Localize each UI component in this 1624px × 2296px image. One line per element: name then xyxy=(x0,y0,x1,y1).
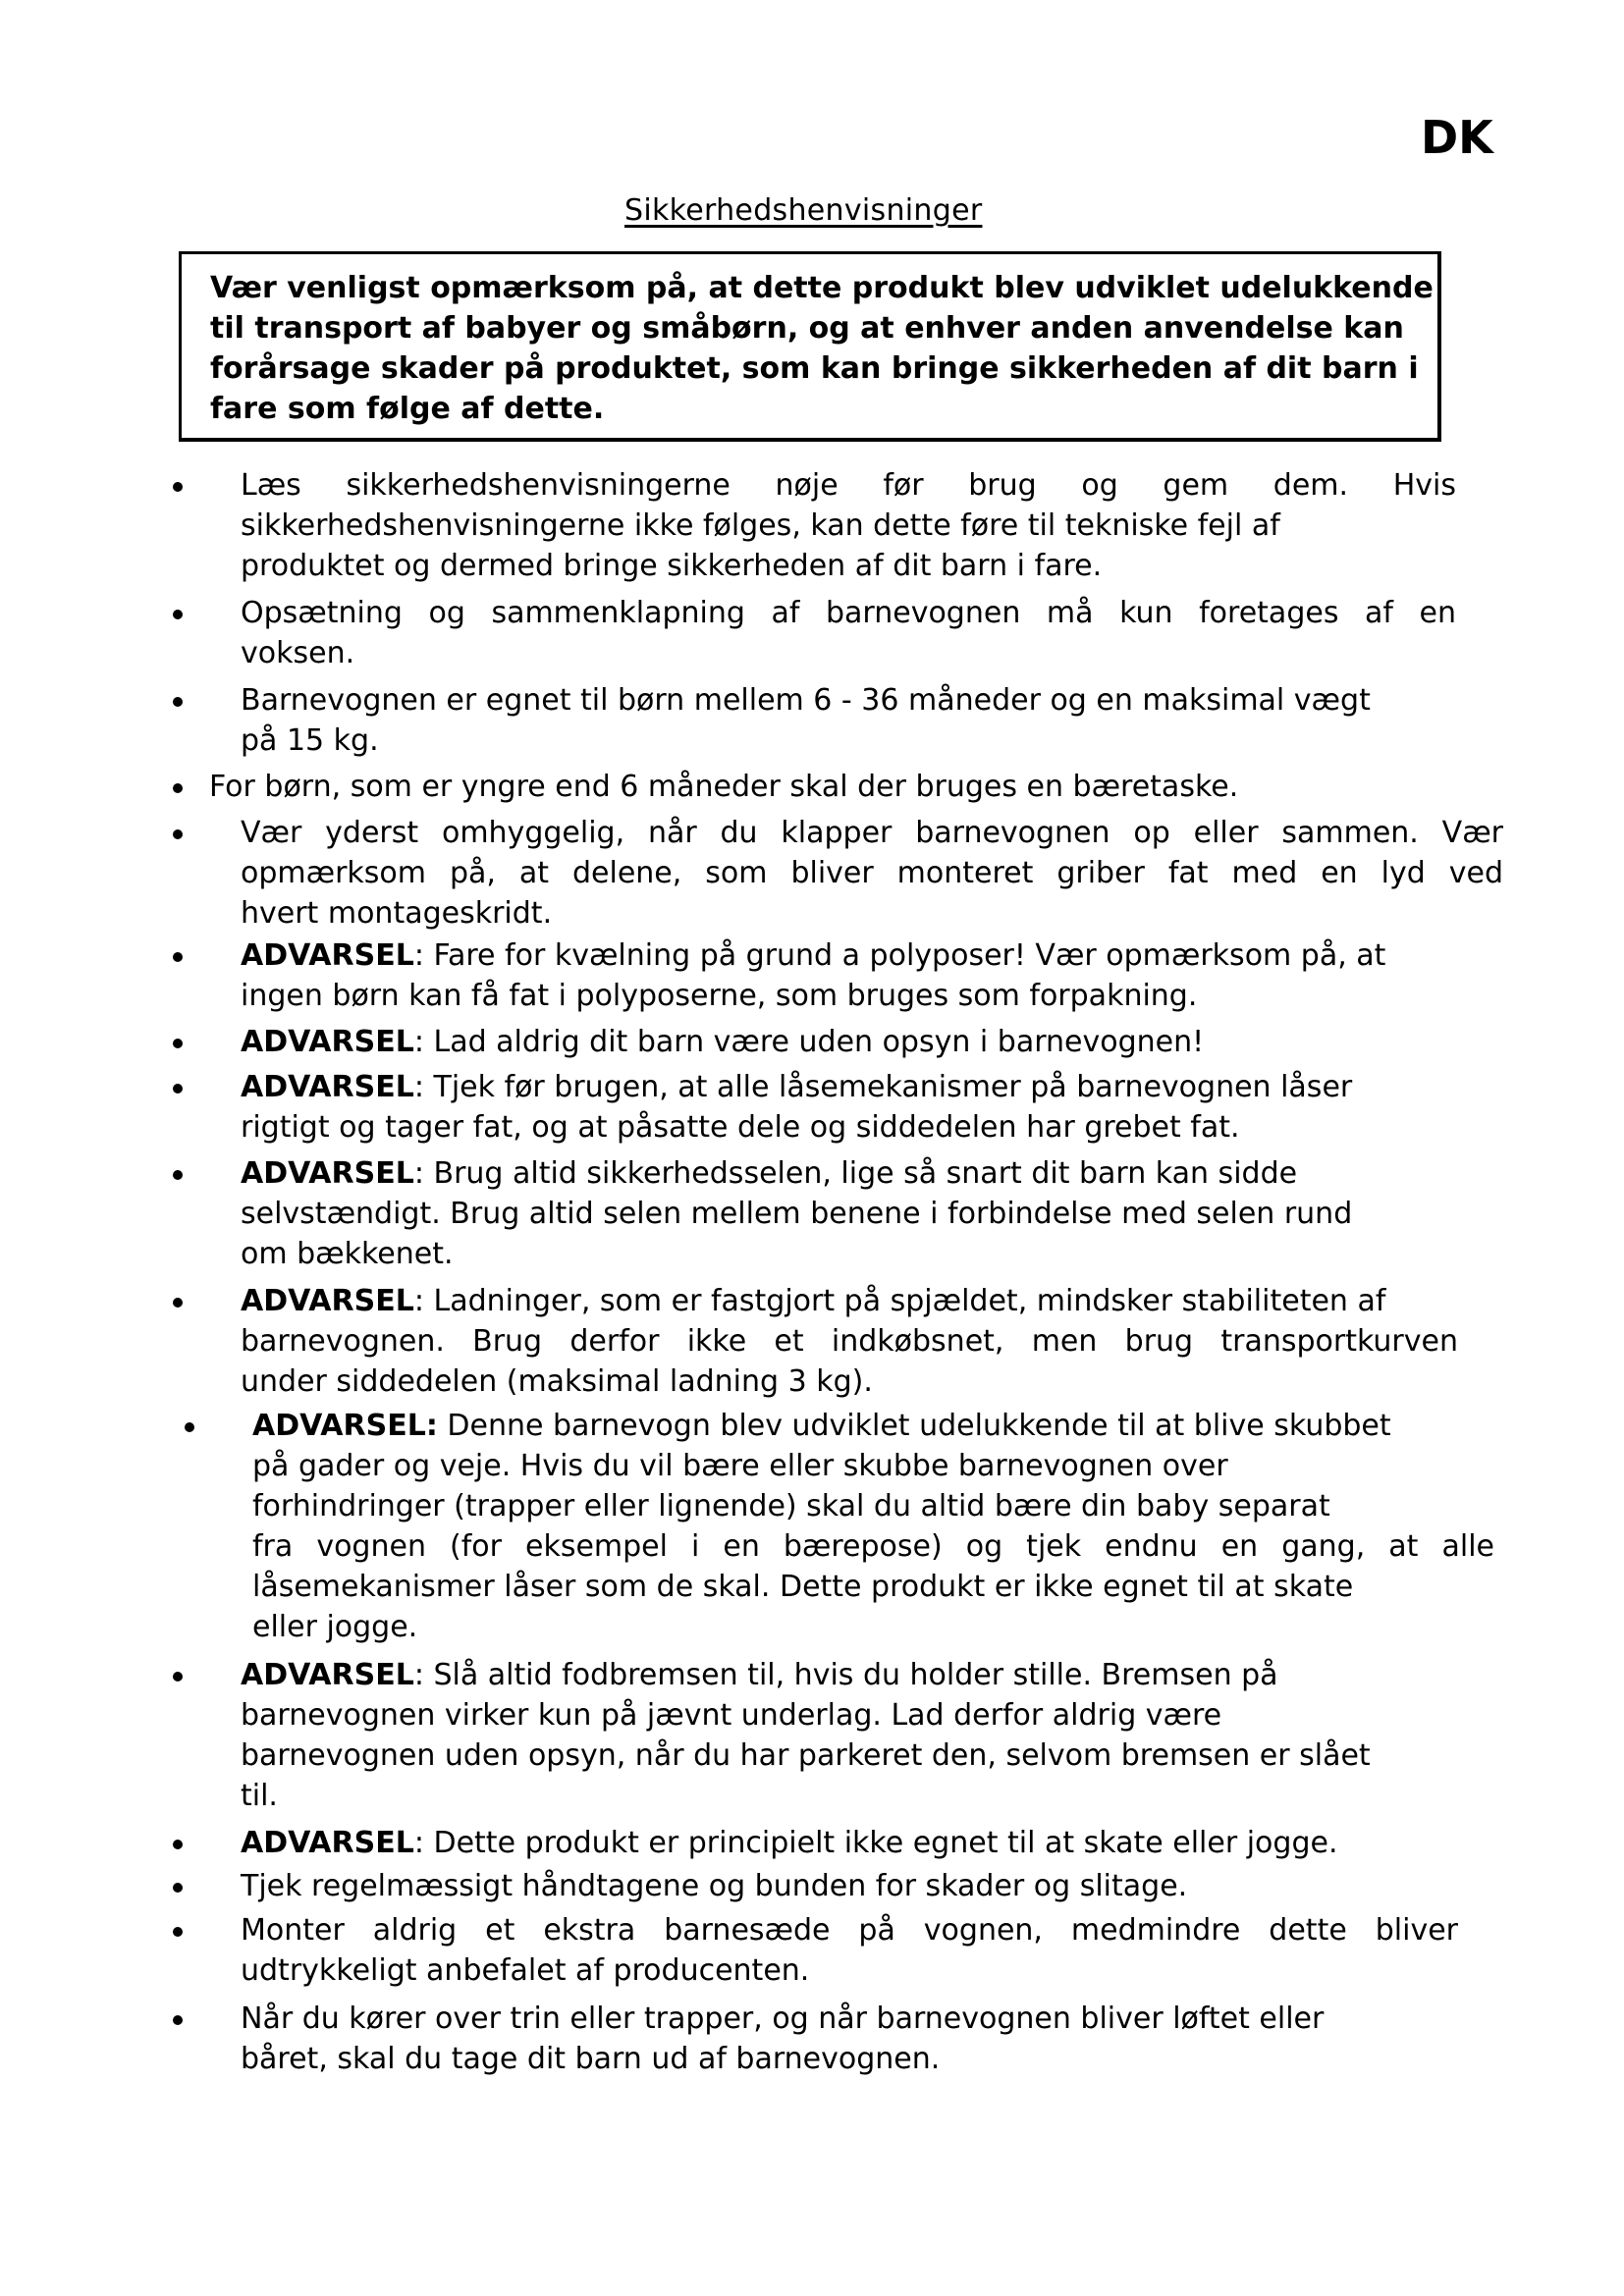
list-item-line: opmærksom på, at delene, som bliver monteret griber fat med en lyd ved xyxy=(241,856,1503,890)
notice-line: Vær venligst opmærksom på, at dette produkt blev udviklet udelukkende xyxy=(210,271,1434,305)
list-item-line: : Ladninger, som er fastgjort på spjældet, mindsker stabiliteten af xyxy=(413,1284,1386,1318)
list-item-line: barnevognen. Brug derfor ikke et indkøbsnet, men brug transportkurven xyxy=(241,1324,1458,1359)
bullet-icon xyxy=(173,482,183,492)
list-item-line: låsemekanismer låser som de skal. Dette produkt er ikke egnet til at skate xyxy=(252,1570,1354,1604)
warning-label: ADVARSEL xyxy=(241,1826,414,1860)
list-item-line: om bækkenet. xyxy=(241,1237,454,1271)
warning-label: ADVARSEL: xyxy=(252,1409,438,1443)
list-item-line: barnevognen uden opsyn, når du har parkeret den, selvom bremsen er slået xyxy=(241,1738,1371,1773)
list-item-line: : Tjek før brugen, at alle låsemekanismer på barnevognen låser xyxy=(413,1070,1353,1104)
list-item-line: Når du kører over trin eller trapper, og når barnevognen bliver løftet eller xyxy=(241,2002,1325,2036)
list-item-line: eller jogge. xyxy=(252,1610,418,1644)
warning-label: ADVARSEL xyxy=(241,1025,414,1059)
bullet-icon xyxy=(173,2015,183,2025)
list-item-line: Monter aldrig et ekstra barnesæde på vognen, medmindre dette bliver xyxy=(241,1913,1458,1948)
list-item-line: til. xyxy=(241,1779,278,1813)
list-item-line: For børn, som er yngre end 6 måneder skal der bruges en bæretaske. xyxy=(209,770,1239,804)
list-item-line: selvstændigt. Brug altid selen mellem benene i forbindelse med selen rund xyxy=(241,1197,1353,1231)
notice-line: til transport af babyer og småbørn, og at enhver anden anvendelse kan xyxy=(210,311,1404,346)
list-item-line: Vær yderst omhyggelig, når du klapper barnevognen op eller sammen. Vær xyxy=(241,816,1503,850)
list-item-line: sikkerhedshenvisningerne ikke følges, kan dette føre til tekniske fejl af xyxy=(241,508,1280,543)
bullet-icon xyxy=(173,1927,183,1937)
bullet-icon xyxy=(173,829,183,839)
bullet-icon xyxy=(185,1422,194,1432)
warning-label: ADVARSEL xyxy=(241,1658,414,1692)
list-item-line: båret, skal du tage dit barn ud af barnevognen. xyxy=(241,2042,941,2076)
list-item-line: ingen børn kan få fat i polyposerne, som bruges som forpakning. xyxy=(241,979,1198,1013)
bullet-icon xyxy=(173,1170,183,1180)
bullet-icon xyxy=(173,1840,183,1849)
list-item-line: produktet og dermed bringe sikkerheden af dit barn i fare. xyxy=(241,549,1103,583)
bullet-icon xyxy=(173,1883,183,1893)
list-item-line: forhindringer (trapper eller lignende) skal du altid bære din baby separat xyxy=(252,1489,1330,1523)
bullet-icon xyxy=(173,697,183,707)
bullet-icon xyxy=(173,1298,183,1308)
warning-label: ADVARSEL xyxy=(241,1156,414,1191)
list-item-line: hvert montageskridt. xyxy=(241,896,553,931)
list-item-line: : Dette produkt er principielt ikke egnet til at skate eller jogge. xyxy=(413,1826,1338,1860)
bullet-icon xyxy=(173,610,183,619)
warning-label: ADVARSEL xyxy=(241,1070,414,1104)
list-item-line: voksen. xyxy=(241,636,355,670)
list-item-line: på 15 kg. xyxy=(241,723,379,758)
list-item-line: : Lad aldrig dit barn være uden opsyn i barnevognen! xyxy=(413,1025,1205,1059)
bullet-icon xyxy=(173,1084,183,1094)
notice-line: forårsage skader på produktet, som kan bringe sikkerheden af dit barn i xyxy=(210,351,1419,386)
list-item-line: udtrykkeligt anbefalet af producenten. xyxy=(241,1953,810,1988)
list-item-line: barnevognen virker kun på jævnt underlag. Lad derfor aldrig være xyxy=(241,1698,1222,1733)
list-item-line: Barnevognen er egnet til børn mellem 6 - 36 måneder og en maksimal vægt xyxy=(241,683,1371,718)
page-title: Sikkerhedshenvisninger xyxy=(624,193,983,228)
list-item-line: på gader og veje. Hvis du vil bære eller skubbe barnevognen over xyxy=(252,1449,1228,1483)
warning-label: ADVARSEL xyxy=(241,1284,414,1318)
bullet-icon xyxy=(173,1039,183,1048)
notice-line: fare som følge af dette. xyxy=(210,392,605,426)
list-item-line: under siddedelen (maksimal ladning 3 kg). xyxy=(241,1364,873,1399)
list-item-line: Læs sikkerhedshenvisningerne nøje før brug og gem dem. Hvis xyxy=(241,468,1456,503)
list-item-line: fra vognen (for eksempel i en bærepose) og tjek endnu en gang, at alle xyxy=(252,1529,1494,1564)
bullet-icon xyxy=(173,783,183,793)
bullet-icon xyxy=(173,1672,183,1682)
warning-label: ADVARSEL xyxy=(241,938,414,973)
list-item-line: Opsætning og sammenklapning af barnevognen må kun foretages af en xyxy=(241,596,1456,630)
list-item-line: Tjek regelmæssigt håndtagene og bunden for skader og slitage. xyxy=(241,1869,1188,1903)
list-item-line: : Slå altid fodbremsen til, hvis du holder stille. Bremsen på xyxy=(413,1658,1278,1692)
list-item-line: Denne barnevogn blev udviklet udelukkende til at blive skubbet xyxy=(437,1409,1391,1443)
bullet-icon xyxy=(173,952,183,962)
list-item-line: rigtigt og tager fat, og at påsatte dele og siddedelen har grebet fat. xyxy=(241,1110,1240,1145)
list-item-line: : Fare for kvælning på grund a polyposer! Vær opmærksom på, at xyxy=(413,938,1386,973)
list-item-line: : Brug altid sikkerhedsselen, lige så snart dit barn kan sidde xyxy=(413,1156,1298,1191)
language-code: DK xyxy=(1421,111,1493,164)
